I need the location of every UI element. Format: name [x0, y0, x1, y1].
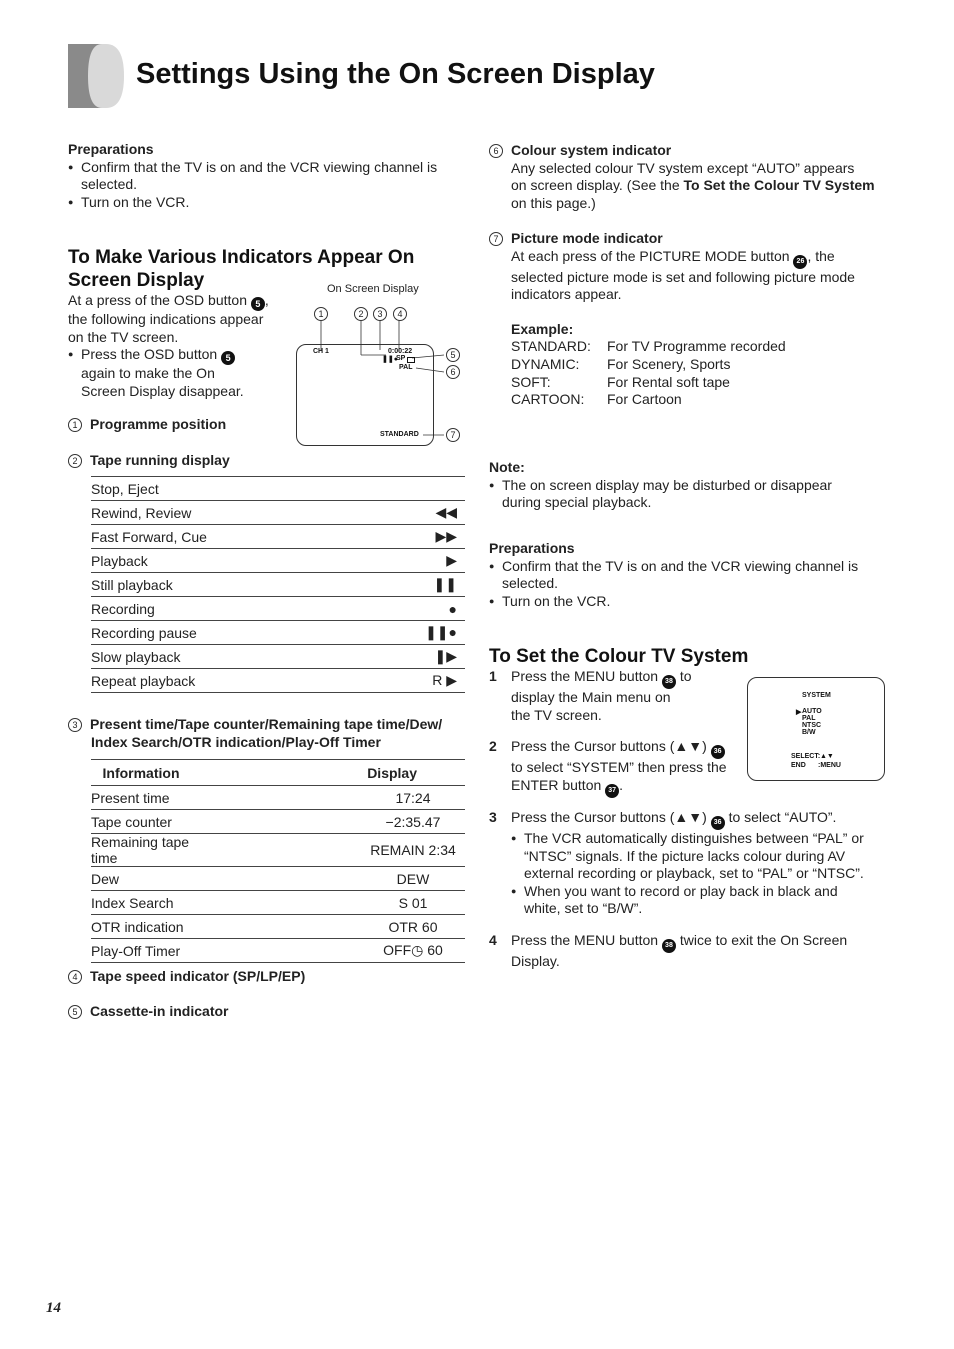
step-1	[489, 668, 739, 724]
information-cell: Play-Off Timer	[91, 939, 191, 963]
intro-text: on the TV screen.	[68, 328, 179, 345]
step-text: .	[619, 776, 624, 793]
osd-picture-mode: STANDARD	[380, 431, 419, 438]
step-text: Display.	[511, 953, 560, 969]
tape-mode-symbol-icon: ●	[369, 597, 465, 621]
information-cell: Remaining tape time	[91, 834, 190, 866]
display-cell	[191, 786, 465, 810]
item-cassette-in	[68, 1003, 228, 1019]
osd-colour-system: PAL	[399, 364, 413, 371]
callout-5: 5	[446, 348, 460, 362]
callout-2: 2	[354, 307, 368, 321]
osd-time: 0:00:22	[388, 348, 413, 355]
tape-mode-label: Fast Forward, Cue	[91, 525, 369, 549]
title-tab-graphic	[68, 44, 124, 108]
information-cell: Dew	[91, 867, 191, 891]
display-value: −2:35.47	[385, 813, 441, 830]
indicators-intro	[68, 292, 290, 400]
callout-4: 4	[393, 307, 407, 321]
item-text: , the	[807, 247, 835, 264]
item-label: Present time/Tape counter/Remaining tape time/Dew/	[90, 716, 443, 732]
table-row	[91, 786, 465, 810]
item-number: 6	[489, 144, 503, 158]
step-2	[489, 738, 749, 798]
table-row	[91, 573, 465, 597]
preparations-heading: Preparations	[489, 540, 575, 556]
osd-channel: CH 1	[313, 348, 329, 355]
callout-6: 6	[446, 365, 460, 379]
information-cell: OTR indication	[91, 915, 191, 939]
select-arrows-icon: ▲▼	[820, 753, 834, 760]
display-value: 17:24	[395, 789, 431, 806]
example-mode: DYNAMIC:	[511, 355, 580, 372]
menu-button-number-icon: 38	[662, 939, 676, 953]
information-display-table	[91, 759, 465, 963]
table-row	[91, 834, 465, 867]
table-row	[91, 477, 465, 501]
item-programme-position	[68, 416, 226, 432]
tape-mode-symbol-icon: ▶	[369, 549, 465, 573]
preparation-item: ● Turn on the VCR.	[68, 194, 463, 212]
item-label: Colour system indicator	[511, 142, 672, 158]
example-mode: CARTOON:	[511, 391, 585, 408]
column-header-information: Information	[91, 760, 191, 786]
step-number: 1	[489, 668, 497, 684]
step-text: to select “SYSTEM” then press the	[511, 759, 727, 775]
display-value: OFF◷ 60	[383, 942, 443, 958]
enter-button-number-icon: 37	[605, 784, 619, 798]
menu-option: B/W	[802, 729, 816, 736]
cassette-in-icon	[407, 357, 415, 363]
menu-option: NTSC	[802, 722, 822, 729]
step-bullet-text: ● The VCR automatically distinguishes between “PAL” or	[511, 830, 889, 848]
example-label: Example:	[511, 320, 574, 337]
display-value: S 01	[398, 894, 428, 911]
colour-system-heading: To Set the Colour TV System	[489, 646, 749, 667]
osd-run-icon: ❚❚●	[382, 356, 398, 363]
item-number: 7	[489, 232, 503, 246]
table-row	[91, 597, 465, 621]
item-text-bold: To Set the Colour TV System	[683, 177, 875, 194]
table-row	[91, 867, 465, 891]
tape-mode-label: Stop, Eject	[91, 477, 369, 501]
step-number: 2	[489, 738, 497, 754]
note-text: ● The on screen display may be disturbed or disappear	[489, 477, 889, 495]
table-row	[91, 645, 465, 669]
item-tape-running-display	[68, 452, 230, 468]
item-number: 5	[68, 1005, 82, 1019]
tape-mode-symbol-icon: ❚❚	[369, 573, 465, 597]
step-text: Press the MENU button	[511, 932, 659, 948]
osd-leader-lines	[296, 300, 466, 450]
table-row	[91, 549, 465, 573]
item-label: Tape speed indicator (SP/LP/EP)	[90, 968, 306, 984]
item-text: on this page.)	[511, 194, 596, 211]
callout-3: 3	[373, 307, 387, 321]
preparation-item: ● Confirm that the TV is on and the VCR viewing channel is selected.	[489, 558, 884, 593]
example-description: For Rental soft tape	[607, 373, 730, 390]
item-present-time	[68, 716, 468, 751]
menu-cursor-icon: ▶	[796, 709, 802, 716]
tape-mode-symbol-icon: ❚▶	[369, 645, 465, 669]
table-row	[91, 810, 465, 834]
osd-illustration	[296, 300, 466, 450]
menu-select-label: SELECT:	[791, 753, 821, 760]
intro-text: the following indications appear	[68, 311, 264, 327]
tape-running-table	[91, 476, 465, 693]
menu-option: AUTO	[802, 708, 822, 715]
information-cell: Tape counter	[91, 810, 191, 834]
display-value: REMAIN 2:34	[370, 842, 456, 858]
step-text: the TV screen.	[511, 706, 602, 723]
step-bullet-text: white, set to “B/W”.	[524, 900, 643, 917]
tape-mode-symbol-icon: ◀◀	[369, 501, 465, 525]
example-description: For Cartoon	[607, 391, 682, 408]
menu-menu-label: :MENU	[818, 762, 841, 769]
step-bullet-text: ● When you want to record or play back in black and	[511, 883, 889, 901]
step-number: 4	[489, 932, 497, 948]
example-row	[511, 338, 889, 356]
step-bullet-text: external recording or playback, set to “PAL” or “NTSC”.	[524, 865, 864, 882]
step-text: ENTER button	[511, 776, 602, 793]
item-label: Programme position	[90, 416, 227, 432]
display-cell	[191, 867, 465, 891]
tape-mode-label: Still playback	[91, 573, 369, 597]
page-title: Settings Using the On Screen Display	[136, 58, 655, 90]
menu-button-number-icon: 38	[662, 675, 676, 689]
display-cell	[191, 834, 465, 867]
table-row	[91, 915, 465, 939]
menu-option: PAL	[802, 715, 816, 722]
tape-mode-label: Repeat playback	[91, 669, 369, 693]
information-cell: Index Search	[91, 891, 191, 915]
example-description: For Scenery, Sports	[607, 355, 731, 372]
indicators-heading-line: To Make Various Indicators Appear On	[68, 247, 415, 268]
step-bullet-text: “NTSC” signals. If the picture lacks colour during AV	[524, 847, 846, 864]
item-label: Picture mode indicator	[511, 230, 663, 246]
display-cell	[191, 915, 465, 939]
example-description: For TV Programme recorded	[607, 338, 786, 355]
preparations-section	[68, 141, 463, 211]
step-text: Press the Cursor buttons (▲▼)	[511, 809, 707, 825]
tape-mode-symbol-icon: R ▶	[369, 669, 465, 693]
callout-7: 7	[446, 428, 460, 442]
note-heading: Note:	[489, 459, 525, 475]
item-number: 3	[68, 718, 82, 732]
item-colour-system	[489, 142, 889, 212]
intro-text: At a press of the OSD button	[68, 292, 247, 308]
table-row	[91, 501, 465, 525]
tape-mode-symbol-icon: ❚❚●	[369, 621, 465, 645]
intro-bullet-text: Screen Display disappear.	[81, 382, 244, 399]
tape-mode-label: Recording	[91, 597, 369, 621]
item-number: 2	[68, 454, 82, 468]
tape-mode-symbol-icon: ▶▶	[369, 525, 465, 549]
step-number: 3	[489, 809, 497, 825]
table-row	[91, 621, 465, 645]
display-value: DEW	[396, 870, 430, 887]
intro-bullet-text: Press the OSD button	[81, 346, 218, 363]
display-cell	[191, 891, 465, 915]
preparations-heading: Preparations	[68, 141, 154, 157]
intro-text: ,	[264, 292, 269, 308]
tape-mode-label: Recording pause	[91, 621, 369, 645]
item-text: indicators appear.	[511, 286, 622, 303]
step-text: Press the Cursor buttons (▲▼)	[511, 738, 707, 754]
menu-end-label: END	[791, 762, 806, 769]
table-row	[91, 525, 465, 549]
example-mode: SOFT:	[511, 373, 551, 390]
item-text: At each press of the PICTURE MODE button	[511, 247, 790, 264]
step-text: twice to exit the On Screen	[679, 932, 848, 948]
example-row	[511, 356, 889, 374]
note-text: during special playback.	[502, 494, 652, 511]
display-value: OTR 60	[388, 918, 438, 935]
page-number: 14	[46, 1300, 61, 1316]
step-text: Press the MENU button	[511, 668, 659, 684]
osd-caption: On Screen Display	[327, 283, 419, 295]
step-4	[489, 932, 889, 971]
cursor-button-number-icon: 36	[711, 816, 725, 830]
example-list	[511, 338, 889, 408]
step-text: display the Main menu on	[511, 689, 671, 705]
item-label: Tape running display	[90, 452, 230, 468]
picture-mode-button-number-icon: 26	[793, 255, 807, 269]
step-3	[489, 809, 889, 918]
menu-title: SYSTEM	[802, 692, 831, 699]
information-cell: Present time	[91, 786, 191, 810]
step-text: to select “AUTO”.	[728, 809, 837, 825]
table-row	[91, 939, 465, 963]
example-mode: STANDARD:	[511, 338, 591, 355]
item-label: Index Search/OTR indication/Play-Off Timer	[91, 733, 381, 750]
osd-button-number-icon: 5	[251, 297, 265, 311]
item-label: Cassette-in indicator	[90, 1003, 229, 1019]
example-row	[511, 374, 889, 392]
step-text: to	[679, 668, 692, 684]
osd-button-number-icon: 5	[221, 351, 235, 365]
system-menu-screen	[747, 677, 885, 781]
item-text: on screen display. (See the	[511, 177, 680, 194]
item-picture-mode	[489, 230, 889, 409]
table-row	[91, 669, 465, 693]
tape-mode-symbol-icon	[369, 477, 465, 501]
column-header-display: Display	[191, 760, 465, 786]
item-number: 1	[68, 418, 82, 432]
indicators-heading-line: Screen Display	[68, 270, 205, 291]
preparations-section-2	[489, 540, 884, 610]
callout-1: 1	[314, 307, 328, 321]
note-section	[489, 459, 889, 512]
display-cell	[191, 939, 465, 963]
osd-speed: SP	[396, 355, 406, 362]
preparation-item: ● Confirm that the TV is on and the VCR viewing channel is selected.	[68, 159, 463, 194]
tape-mode-label: Playback	[91, 549, 369, 573]
cursor-button-number-icon: 36	[711, 745, 725, 759]
display-cell	[191, 810, 465, 834]
item-tape-speed	[68, 968, 305, 984]
item-number: 4	[68, 970, 82, 984]
intro-bullet-text: again to make the On	[81, 365, 215, 382]
preparation-item: ● Turn on the VCR.	[489, 593, 884, 611]
item-text: Any selected colour TV system except “AUTO” appears	[511, 159, 855, 176]
example-row	[511, 391, 889, 409]
table-row	[91, 891, 465, 915]
item-text: selected picture mode is set and following picture mode	[511, 268, 855, 285]
tape-mode-label: Rewind, Review	[91, 501, 369, 525]
tape-mode-label: Slow playback	[91, 645, 369, 669]
